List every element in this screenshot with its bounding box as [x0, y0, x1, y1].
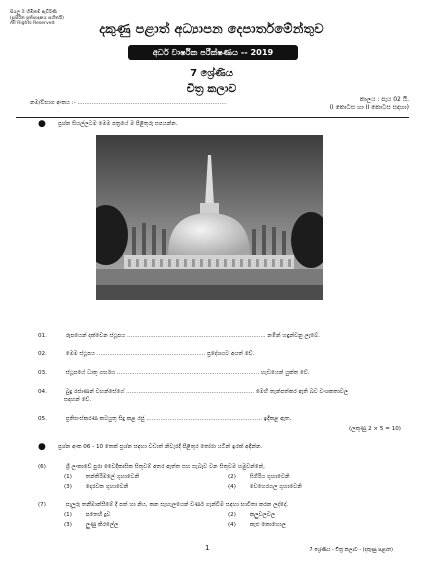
option-text: දොරවක ගුහාවෙනි [85, 484, 129, 490]
question-number: (6) [38, 464, 46, 470]
option-number: (2) [228, 512, 236, 518]
stupa-illustration [96, 135, 323, 300]
option-number: (3) [64, 522, 72, 528]
question-text: ප්‍රතිසංස්කරණ කටයුතු සිදු කළ රජු ................................................................. ඉදිකළ ඇත. [65, 416, 292, 422]
question-text: පැලූරු තනීමාන්සීමේ දී පත් හා නිය, කන සැහැලයෙන් වර්ණ ගැන්වීම සඳහා භාවිතා කරන ලද්දේ, [65, 502, 289, 508]
question-number: 04. [38, 389, 47, 395]
option-text: තන්තිරිමලේ ගුහාවෙනි [85, 474, 140, 480]
paper-info [330, 96, 409, 112]
option[interactable] [64, 512, 111, 519]
option[interactable] [228, 522, 286, 529]
bullet-icon: ● [38, 442, 46, 452]
footer-text: 7 ශ්‍රේණිය - චිත්‍ර කලාව - (දකුණු පළාත) [309, 547, 393, 553]
option-text: සිගිරිය ගුහාවෙනි [249, 474, 290, 480]
question-number: 03. [38, 370, 47, 376]
option-text: පතෙහි දුව [85, 512, 111, 518]
stupa-photo [96, 135, 323, 300]
option-text: කලුවලවල [249, 512, 276, 518]
question-text: බුදු රජාණන් වහන්සේගේ ........................................................................ මෙහි තැන්පත්කර ඇති බව වංශකතාවල [65, 389, 349, 395]
question-7 [38, 502, 288, 509]
question-text: ස්ථූපයේ ධාතු ගර්භය ................................................................................ හැඩයෙන් යුක්ත වේ. [65, 370, 310, 376]
question-4-continued: සඳහන් වේ. [64, 397, 92, 403]
question-1 [38, 333, 320, 340]
copyright-line: All Rights Reserved [10, 21, 55, 27]
option[interactable] [228, 512, 275, 519]
option-number: (4) [228, 484, 236, 490]
question-text: ශ්‍රී ලංකාවේ පුරා වෛදිකාසික සිතුවම් අතර ඇත්ත සහ සැබෑව වන සිතුවම හමුවන්නේ, [65, 464, 265, 470]
question-text: රූපයෙන් දක්වෙන ස්ථූපය .............................................................................. නමින් හඳුන්වනු ලැබේ. [65, 333, 320, 339]
name-index-field: නම/විභාග අංකය :- .................................................................................... [30, 100, 227, 106]
option-number: (1) [64, 474, 72, 480]
option-text: කැළු කොහොල [249, 522, 286, 528]
option-number: (2) [228, 474, 236, 480]
question-3 [38, 370, 310, 377]
option[interactable] [228, 474, 290, 481]
option-text: වෙහෙරගල ගුහාවෙනි [249, 484, 302, 490]
exam-banner: අර්ධ වාර්ෂික පරීක්ෂණය -- 2019 [128, 45, 298, 60]
option-number: (3) [64, 484, 72, 490]
question-2 [38, 351, 254, 358]
part2-instruction: ප්‍රශ්න අංක 06 - 10 තෙක් ප්‍රශ්න සඳහා වඩාත් නිවැරදි පිළිතුර තෝරා යටින් ඉරක් අඳින්න. [58, 444, 263, 450]
question-5 [38, 416, 291, 423]
option-number: (4) [228, 522, 236, 528]
copyright-line: (සුපිරිත ප්‍රතිපාදනය සහිතයි) [10, 15, 64, 21]
question-number: 05. [38, 416, 47, 422]
department-title: දකුණු පළාත් අධ්‍යාපන දෙපාර්තමේන්තුව [99, 22, 324, 37]
intro-instruction: ප්‍රශ්න සියල්ලටම මෙම පත්‍රයේ ම පිළිතුරු සපයන්න. [58, 121, 178, 127]
page-number: 1 [205, 544, 210, 552]
question-text: මෙම ස්ථූපය ............................................................. ප්‍රදේශයට අයත් වේ. [65, 351, 255, 357]
option[interactable] [64, 474, 139, 481]
bullet-icon: ● [38, 119, 46, 129]
question-6 [38, 464, 265, 471]
question-number: (7) [38, 502, 46, 508]
copyright-line: සියලු ම හිමිකම් ඇවිරිණි [10, 10, 57, 15]
grade-label: 7 ශ්‍රේණිය [190, 68, 233, 79]
option[interactable] [228, 484, 302, 491]
option-text: ලුණු කිරලේල [85, 522, 119, 528]
marks-note: (ලකුණු 2 × 5 = 10) [349, 426, 401, 432]
question-number: 02. [38, 351, 47, 357]
parts-label: (I කොටස හා II කොටස සඳහා) [329, 104, 409, 111]
option[interactable] [64, 522, 118, 529]
option[interactable] [64, 484, 128, 491]
subject-label: චිත්‍ර කලාව [186, 82, 237, 95]
option-number: (1) [64, 512, 72, 518]
question-number: 01. [38, 333, 47, 339]
time-label: කාලය : පැය 02 යි. [359, 96, 409, 103]
header-divider [16, 117, 409, 118]
question-4 [38, 389, 348, 396]
